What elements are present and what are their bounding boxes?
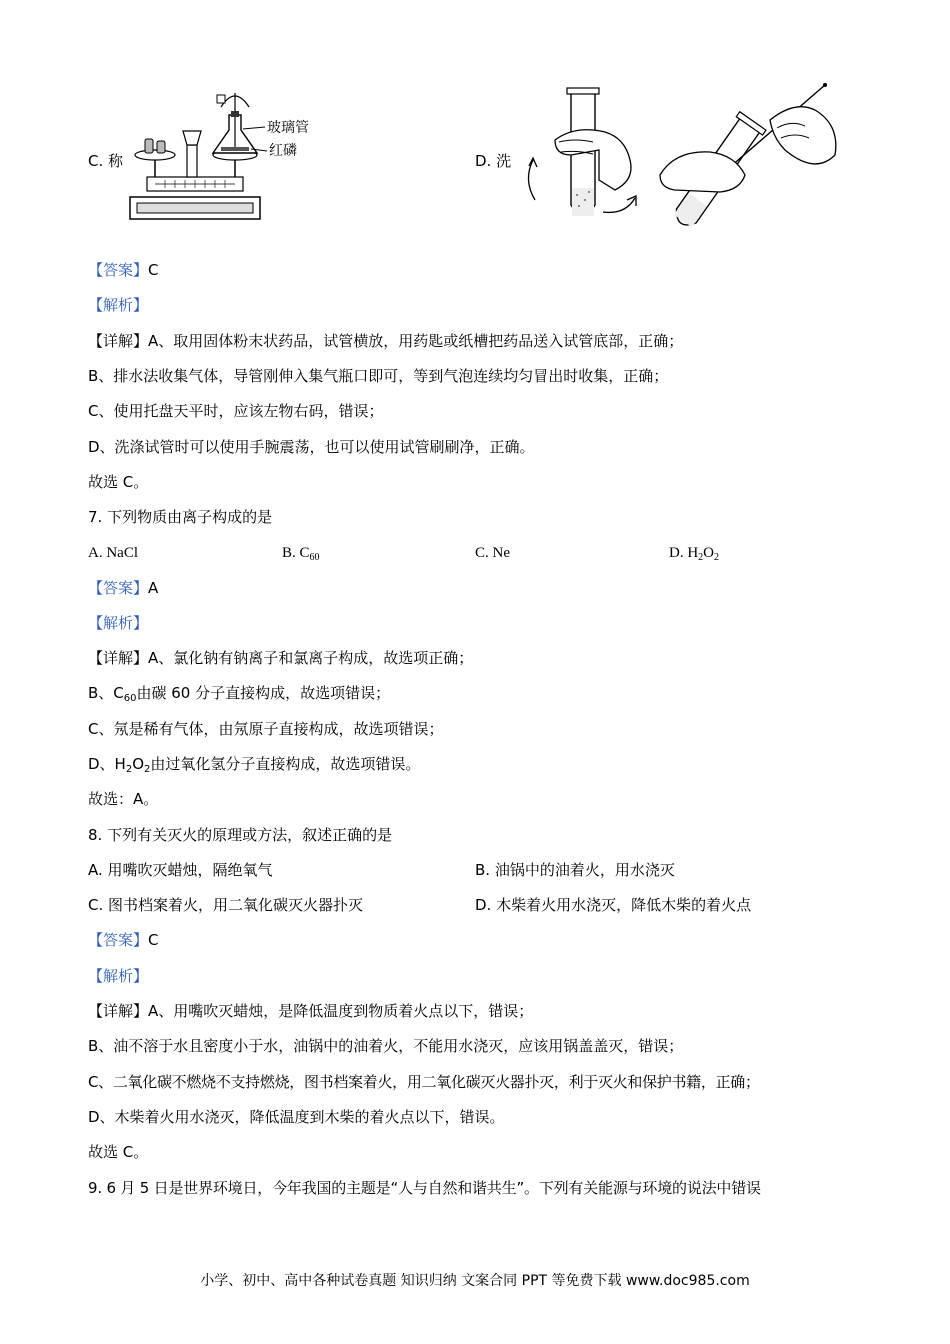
q8-stem: 8. 下列有关灭火的原理或方法，叙述正确的是 bbox=[88, 826, 393, 844]
q8-analysis-tag: 【解析】 bbox=[88, 967, 149, 985]
answer-tag: 【答案】 bbox=[88, 931, 149, 949]
answer-tag: 【答案】 bbox=[88, 579, 149, 597]
q7-option-c: C. Ne bbox=[475, 545, 510, 561]
q8-conclusion: 故选 C。 bbox=[88, 1143, 149, 1161]
option-c-label: C. 称 bbox=[88, 152, 124, 170]
q8-detail-line-2: B、油不溶于水且密度小于水，油锅中的油着火，不能用水浇灭，应该用锅盖盖灭，错误； bbox=[88, 1037, 684, 1055]
label-glass-tube: 玻璃管 bbox=[267, 120, 309, 136]
q8-option-d: D. 木柴着火用水浇灭，降低木柴的着火点 bbox=[475, 896, 752, 914]
q9-stem: 9. 6 月 5 日是世界环境日，今年我国的主题是“人与自然和谐共生”。下列有关能源与环境的说法中错误 bbox=[88, 1179, 761, 1197]
q6-detail-line-4: D、洗涤试管时可以使用手腕震荡，也可以使用试管刷刷净，正确。 bbox=[88, 438, 535, 456]
q6-detail-line-3: C、使用托盘天平时，应该左物右码，错误； bbox=[88, 402, 384, 420]
q7-conclusion: 故选：A。 bbox=[88, 790, 159, 808]
label-red-phosphorus: 红磷 bbox=[269, 143, 297, 159]
answer-tag: 【答案】 bbox=[88, 261, 149, 279]
q8-detail-line-4: D、木柴着火用水浇灭，降低温度到木柴的着火点以下，错误。 bbox=[88, 1108, 505, 1126]
page-footer: 小学、初中、高中各种试卷真题 知识归纳 文案合同 PPT 等免费下载 www.doc985.com bbox=[200, 1273, 750, 1289]
q6-analysis-tag: 【解析】 bbox=[88, 296, 149, 314]
q7-analysis-tag: 【解析】 bbox=[88, 614, 149, 632]
q6-detail-line-1: 【详解】A、取用固体粉末状药品，试管横放，用药匙或纸槽把药品送入试管底部，正确； bbox=[88, 332, 684, 350]
q6-conclusion: 故选 C。 bbox=[88, 473, 149, 491]
detail-tag: 【详解】 bbox=[88, 332, 149, 350]
q7-stem: 7. 下列物质由离子构成的是 bbox=[88, 508, 273, 526]
q7-answer bbox=[88, 577, 158, 599]
detail-tag: 【详解】 bbox=[88, 1002, 149, 1020]
answer-value: C bbox=[148, 261, 159, 279]
q8-option-a: A. 用嘴吹灭蜡烛，隔绝氧气 bbox=[88, 861, 273, 879]
q8-option-c: C. 图书档案着火，用二氧化碳灭火器扑灭 bbox=[88, 896, 364, 914]
q8-detail-line-3: C、二氧化碳不燃烧不支持燃烧，图书档案着火，用二氧化碳灭火器扑灭，利于灭火和保护书籍，正确； bbox=[88, 1073, 760, 1091]
q6-detail-line-2: B、排水法收集气体，导管刚伸入集气瓶口即可，等到气泡连续均匀冒出时收集，正确； bbox=[88, 367, 669, 385]
q8-option-b: B. 油锅中的油着火，用水浇灭 bbox=[475, 861, 675, 879]
answer-value: A bbox=[148, 579, 159, 597]
q8-answer bbox=[88, 929, 159, 951]
q7-option-d: D. $H_2O_2$ bbox=[669, 545, 720, 563]
q7-detail-line-3: C、氖是稀有气体，由氖原子直接构成，故选项错误； bbox=[88, 720, 444, 738]
balance-illustration bbox=[125, 85, 340, 225]
q7-option-a: A. NaCl bbox=[88, 545, 138, 561]
test-tube-washing-illustration bbox=[515, 80, 850, 230]
q7-detail-line-1: 【详解】A、氯化钠有钠离子和氯离子构成，故选项正确； bbox=[88, 649, 474, 667]
q7-detail-line-4: D、$H_2O_2$由过氧化氢分子直接构成，故选项错误。 bbox=[88, 755, 421, 775]
q8-detail-line-1: 【详解】A、用嘴吹灭蜡烛，是降低温度到物质着火点以下，错误； bbox=[88, 1002, 534, 1020]
option-d-label: D. 洗 bbox=[475, 152, 512, 170]
answer-value: C bbox=[148, 931, 159, 949]
detail-tag: 【详解】 bbox=[88, 649, 149, 667]
q6-answer bbox=[88, 259, 159, 281]
q7-detail-line-2: B、$C_{60}$由碳 60 分子直接构成，故选项错误； bbox=[88, 684, 391, 704]
q7-option-b: B. $C_{60}$ bbox=[282, 545, 320, 563]
